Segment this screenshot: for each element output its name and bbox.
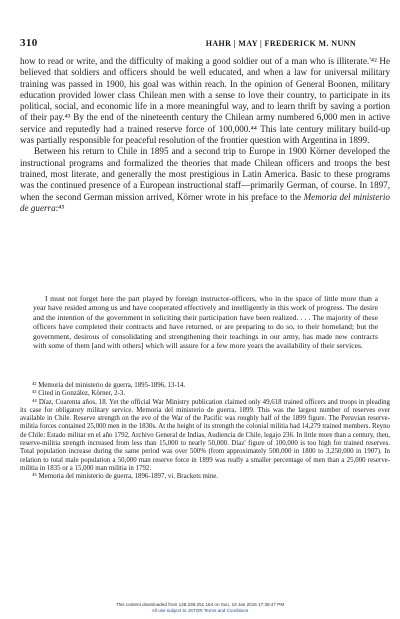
footnote-43: ⁴³ Cited in González, Körner, 2-3. bbox=[32, 390, 125, 398]
page-number: 310 bbox=[20, 37, 38, 49]
body-paragraph-2-text: Between his return to Chile in 1895 and a second trip to Europe in 1900 Körner developed the instructional programs and formalized the theories that made Chilean officers and troops the best trained, most literate, and generally the most prestigious in Latin America. Basic to these programs was the continued presence of a European instructional staff—primarily German, of course. In 1897, when the second German mission arrived, Körner wrote in his preface to the bbox=[20, 146, 390, 202]
quote-text: I must not forget here the part played by foreign instructor-officers, who in the space of little more than a year have resided among us and have cooperated effectively and intelligently in this work of progress. The desire and the intention of the government in soliciting their participation have been realized. . . . The majority of these officers have completed their contracts and have returned, or are preparing to do so, to their homeland; but the government, desirous of consolidating and strengthening their teachings in our army, has made new contracts with some of them [and with others] which will assure for a few more years the availability of their services. bbox=[33, 294, 378, 351]
running-head: HAHR | MAY | FREDERICK M. NUNN bbox=[205, 39, 356, 48]
footnote-44: ⁴⁴ Díaz, Cuarenta años, 18. Yet the official War Ministry publication claimed only 49,618 trained officers and troops in pleading its case for obligatory military service. Memoria del ministerio de guerra, 1899. This was the largest number of reserves ever available in Chile. Reserve strength on the eve of the War of the Pacific was roughly half of the 1899 figure. The Peruvian reserve-militia forces contained 25,000 men in the 1830s. At the height of its strength the colonial militia had 14,279 trained members. Reyno de Chile: Estado militar en el año 1792, Archivo General de Indias, Audiencia de Chile, legajo 236. In little more than a century, then, reserve-militia strength increased from less than 15,000 to nearly 50,000. Díaz' figure of 100,000 is too high for trained reserves. Total population increase during the same period was over 500% (from approximately 500,000 in 1800 to 3,250,000 in 1907). In relation to total male population a 50,000 man reserve force in 1899 was really a smaller percentage of men than a 25,000 reserve-militia in 1835 or a 15,000 man militia in 1792. bbox=[20, 398, 390, 472]
footnotes bbox=[20, 382, 390, 482]
block-quote bbox=[33, 294, 378, 350]
page-header bbox=[20, 37, 380, 49]
memoria-title: Memoria del ministerio de guerra bbox=[20, 191, 390, 213]
footer-download-line: This content downloaded from 128.239.251.164 on Sun, 18 Jan 2015 17:38:47 PM bbox=[115, 602, 285, 607]
body-paragraph-2 bbox=[20, 146, 390, 214]
download-footer bbox=[0, 602, 400, 613]
body-text bbox=[20, 56, 390, 214]
footnote-ref-45: :⁴⁵ bbox=[55, 202, 65, 213]
footer-terms-link[interactable]: All use subject to JSTOR Terms and Conditions bbox=[151, 607, 249, 613]
footnote-45: ⁴⁵ Memoria del ministerio de guerra, 1896-1897, vi. Brackets mine. bbox=[32, 473, 219, 481]
body-paragraph-1: how to read or write, and the difficulty of making a good soldier out of a man who is illiterate.'⁴² He believed that soldiers and officers should be well educated, and when a law for universal military training was passed in 1900, his goal was within reach. In the opinion of General Boonen, military education provided lower class Chilean men with a sense to love their country, to participate in its political, social, and economic life in a more meaningful way, and to learn thrift by saving a portion of their pay.⁴³ By the end of the nineteenth century the Chilean army numbered 6,000 men in active service and reputedly had a trained reserve force of 100,000.⁴⁴ This late century military build-up was partially responsible for peaceful resolution of the frontier question with Argentina in 1899. bbox=[20, 56, 390, 146]
footnote-42: ⁴² Memoria del ministerio de guerra, 1895-1896, 13-14. bbox=[32, 382, 186, 389]
